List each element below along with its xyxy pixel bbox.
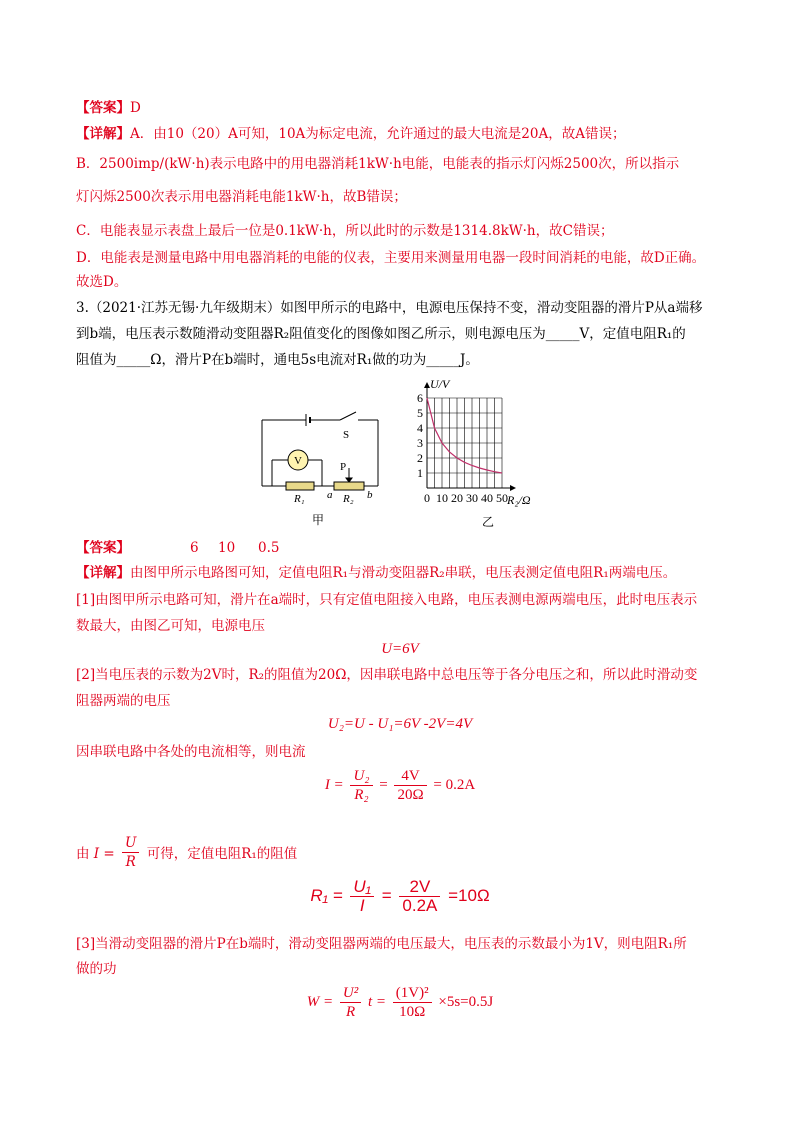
switch-label: S <box>343 429 350 441</box>
eq4-num-2: 2V <box>399 878 440 897</box>
y-tick-label: 3 <box>417 436 423 450</box>
answer-value-3: 0.5 <box>258 540 280 556</box>
r1-label: R₁ <box>294 493 305 505</box>
resistor-r2 <box>334 482 364 490</box>
eq4-den-2: 0.2A <box>402 896 438 915</box>
detail-line-b1: B．2500imp/(kW·h)表示电路中的用电器消耗1kW·h电能，电能表的指示灯闪烁2500次，所以指示 <box>76 156 680 172</box>
para-1-line-2: 数最大，由图乙可知，电源电压 <box>76 618 265 634</box>
slider-label: P <box>340 461 347 473</box>
eq5-num-1: U² <box>340 984 361 1003</box>
x-axis-arrow <box>510 485 516 491</box>
voltmeter-label: V <box>294 455 302 467</box>
answer-label: 【答案】 <box>76 100 130 116</box>
eq4-rhs: =10Ω <box>448 885 490 905</box>
detail-label: 【详解】 <box>76 126 130 142</box>
p4-post: 可得，定值电阻R₁的阻值 <box>146 846 298 862</box>
para-5-line-1: [3]当滑动变阻器的滑片P在b端时，滑动变阻器两端的电压最大，电压表的示数最小为1V，则电阻R₁所 <box>76 936 687 952</box>
eq5-frac-1 <box>340 984 361 1021</box>
detail-line-choose: 故选D。 <box>76 274 128 290</box>
chart-caption: 乙 <box>482 515 495 529</box>
eq5-den-1: R <box>345 1004 356 1020</box>
x-tick-label: 50 <box>496 491 508 505</box>
eq3-rhs: = 0.2A <box>433 776 476 793</box>
y-tick-label: 4 <box>417 421 423 435</box>
answer-value-2: 10 <box>218 540 236 556</box>
question-3-line-1: 3.（2021·江苏无锡·九年级期末）如图甲所示的电路中，电源电压保持不变，滑动变阻器的滑片P从a端移 <box>76 300 703 316</box>
answer-line-1 <box>76 99 141 117</box>
eq4-lhs: R₁ = <box>310 885 343 905</box>
eq4-frac-2 <box>399 878 440 915</box>
eq4-den-1: I <box>359 896 365 915</box>
detail-line-d: D．电能表是测量电路中用电器消耗的电能的仪表，主要用来测量用电器一段时间消耗的电能，故D正确。 <box>76 250 706 266</box>
p4-num: U <box>122 834 139 853</box>
para-2-line-2: 阻器两端的电压 <box>76 693 171 709</box>
resistor-r1 <box>286 482 314 490</box>
detail-line-b2: 灯闪烁2500次表示用电器消耗电能1kW·h，故B错误； <box>76 189 407 205</box>
voltage-resistance-chart <box>400 376 560 532</box>
eq3-equals: = <box>379 776 388 793</box>
p4-frac <box>122 834 139 871</box>
eq4-num-1: U₁ <box>350 878 374 897</box>
equation-3 <box>0 767 800 804</box>
eq5-rhs: ×5s=0.5J <box>438 993 494 1010</box>
circuit-caption: 甲 <box>312 513 325 527</box>
detail-line-a <box>76 125 625 143</box>
equation-2-text: U₂=U - U₁=6V -2V=4V <box>327 716 473 732</box>
end-b-label: b <box>367 489 373 501</box>
circuit-diagram <box>250 400 390 530</box>
p4-den: R <box>125 854 136 870</box>
detail-line-2 <box>76 564 676 582</box>
question-3-line-3: 阻值为_____Ω，滑片P在b端时，通电5s电流对R₁做的功为_____J。 <box>76 352 479 368</box>
eq4-equals: = <box>381 885 392 905</box>
y-tick-label: 2 <box>417 451 423 465</box>
eq4-frac-1 <box>350 878 374 915</box>
eq3-frac-2 <box>394 767 426 804</box>
detail-text: A．由10（20）A可知，10A为标定电流，允许通过的最大电流是20A，故A错误； <box>130 126 626 142</box>
eq3-lhs: I = <box>324 776 344 793</box>
x-tick-label: 40 <box>481 491 493 505</box>
para-2-line-1: [2]当电压表的示数为2V时，R₂的阻值为20Ω，因串联电路中总电压等于各分电压之和，所以此时滑动变 <box>76 667 698 683</box>
x-tick-label: 0 <box>424 491 430 505</box>
detail-line-c: C．电能表显示表盘上最后一位是0.1kW·h，所以此时的示数是1314.8kW·h，故C错误； <box>76 223 614 239</box>
answer-label-2: 【答案】 <box>76 540 130 556</box>
para-4 <box>76 836 297 873</box>
para-5-line-2: 做的功 <box>76 961 117 977</box>
eq3-num-1: U₂ <box>350 767 372 786</box>
x-tick-label: 30 <box>466 491 478 505</box>
chart-ylabel: U/V <box>430 377 450 391</box>
end-a-label: a <box>327 489 333 501</box>
y-tick-label: 6 <box>417 391 423 405</box>
switch-blade <box>340 412 356 420</box>
answer-value: D <box>130 100 141 116</box>
eq5-frac-2 <box>393 984 432 1021</box>
eq5-t: t = <box>368 993 387 1010</box>
eq3-num-2: 4V <box>394 767 426 786</box>
eq5-lhs: W = <box>306 993 334 1010</box>
eq3-den-2: 20Ω <box>397 787 424 803</box>
eq5-num-2: (1V)² <box>393 984 432 1003</box>
p4-lhs: I = <box>93 846 115 862</box>
y-tick-label: 1 <box>417 466 423 480</box>
answer-line-2 <box>76 539 280 557</box>
equation-5 <box>0 984 800 1021</box>
p4-pre: 由 <box>76 846 90 862</box>
detail-label-2: 【详解】 <box>76 565 130 581</box>
answer-value-1: 6 <box>190 540 199 556</box>
eq3-frac-1 <box>350 767 372 804</box>
eq3-den-1: R₂ <box>354 787 369 803</box>
eq5-den-2: 10Ω <box>399 1004 426 1020</box>
x-tick-label: 20 <box>451 491 463 505</box>
r2-label: R₂ <box>343 493 354 505</box>
y-tick-label: 5 <box>417 406 423 420</box>
equation-2 <box>0 716 800 733</box>
equation-4 <box>0 878 800 915</box>
para-3: 因串联电路中各处的电流相等，则电流 <box>76 744 306 760</box>
question-3-line-2: 到b端，电压表示数随滑动变阻器R₂阻值变化的图像如图乙所示，则电源电压为_____V，定值电阻R₁的 <box>76 326 686 342</box>
equation-1 <box>0 641 800 658</box>
chart-xlabel: R₂/Ω <box>507 493 531 507</box>
para-1-line-1: [1]由图甲所示电路可知，滑片在a端时，只有定值电阻接入电路，电压表测电源两端电压，此时电压表示 <box>76 592 698 608</box>
equation-1-text: U=6V <box>381 641 419 657</box>
x-tick-label: 10 <box>436 491 448 505</box>
detail-text-2: 由图甲所示电路图可知，定值电阻R₁与滑动变阻器R₂串联，电压表测定值电阻R₁两端电压。 <box>130 565 677 581</box>
